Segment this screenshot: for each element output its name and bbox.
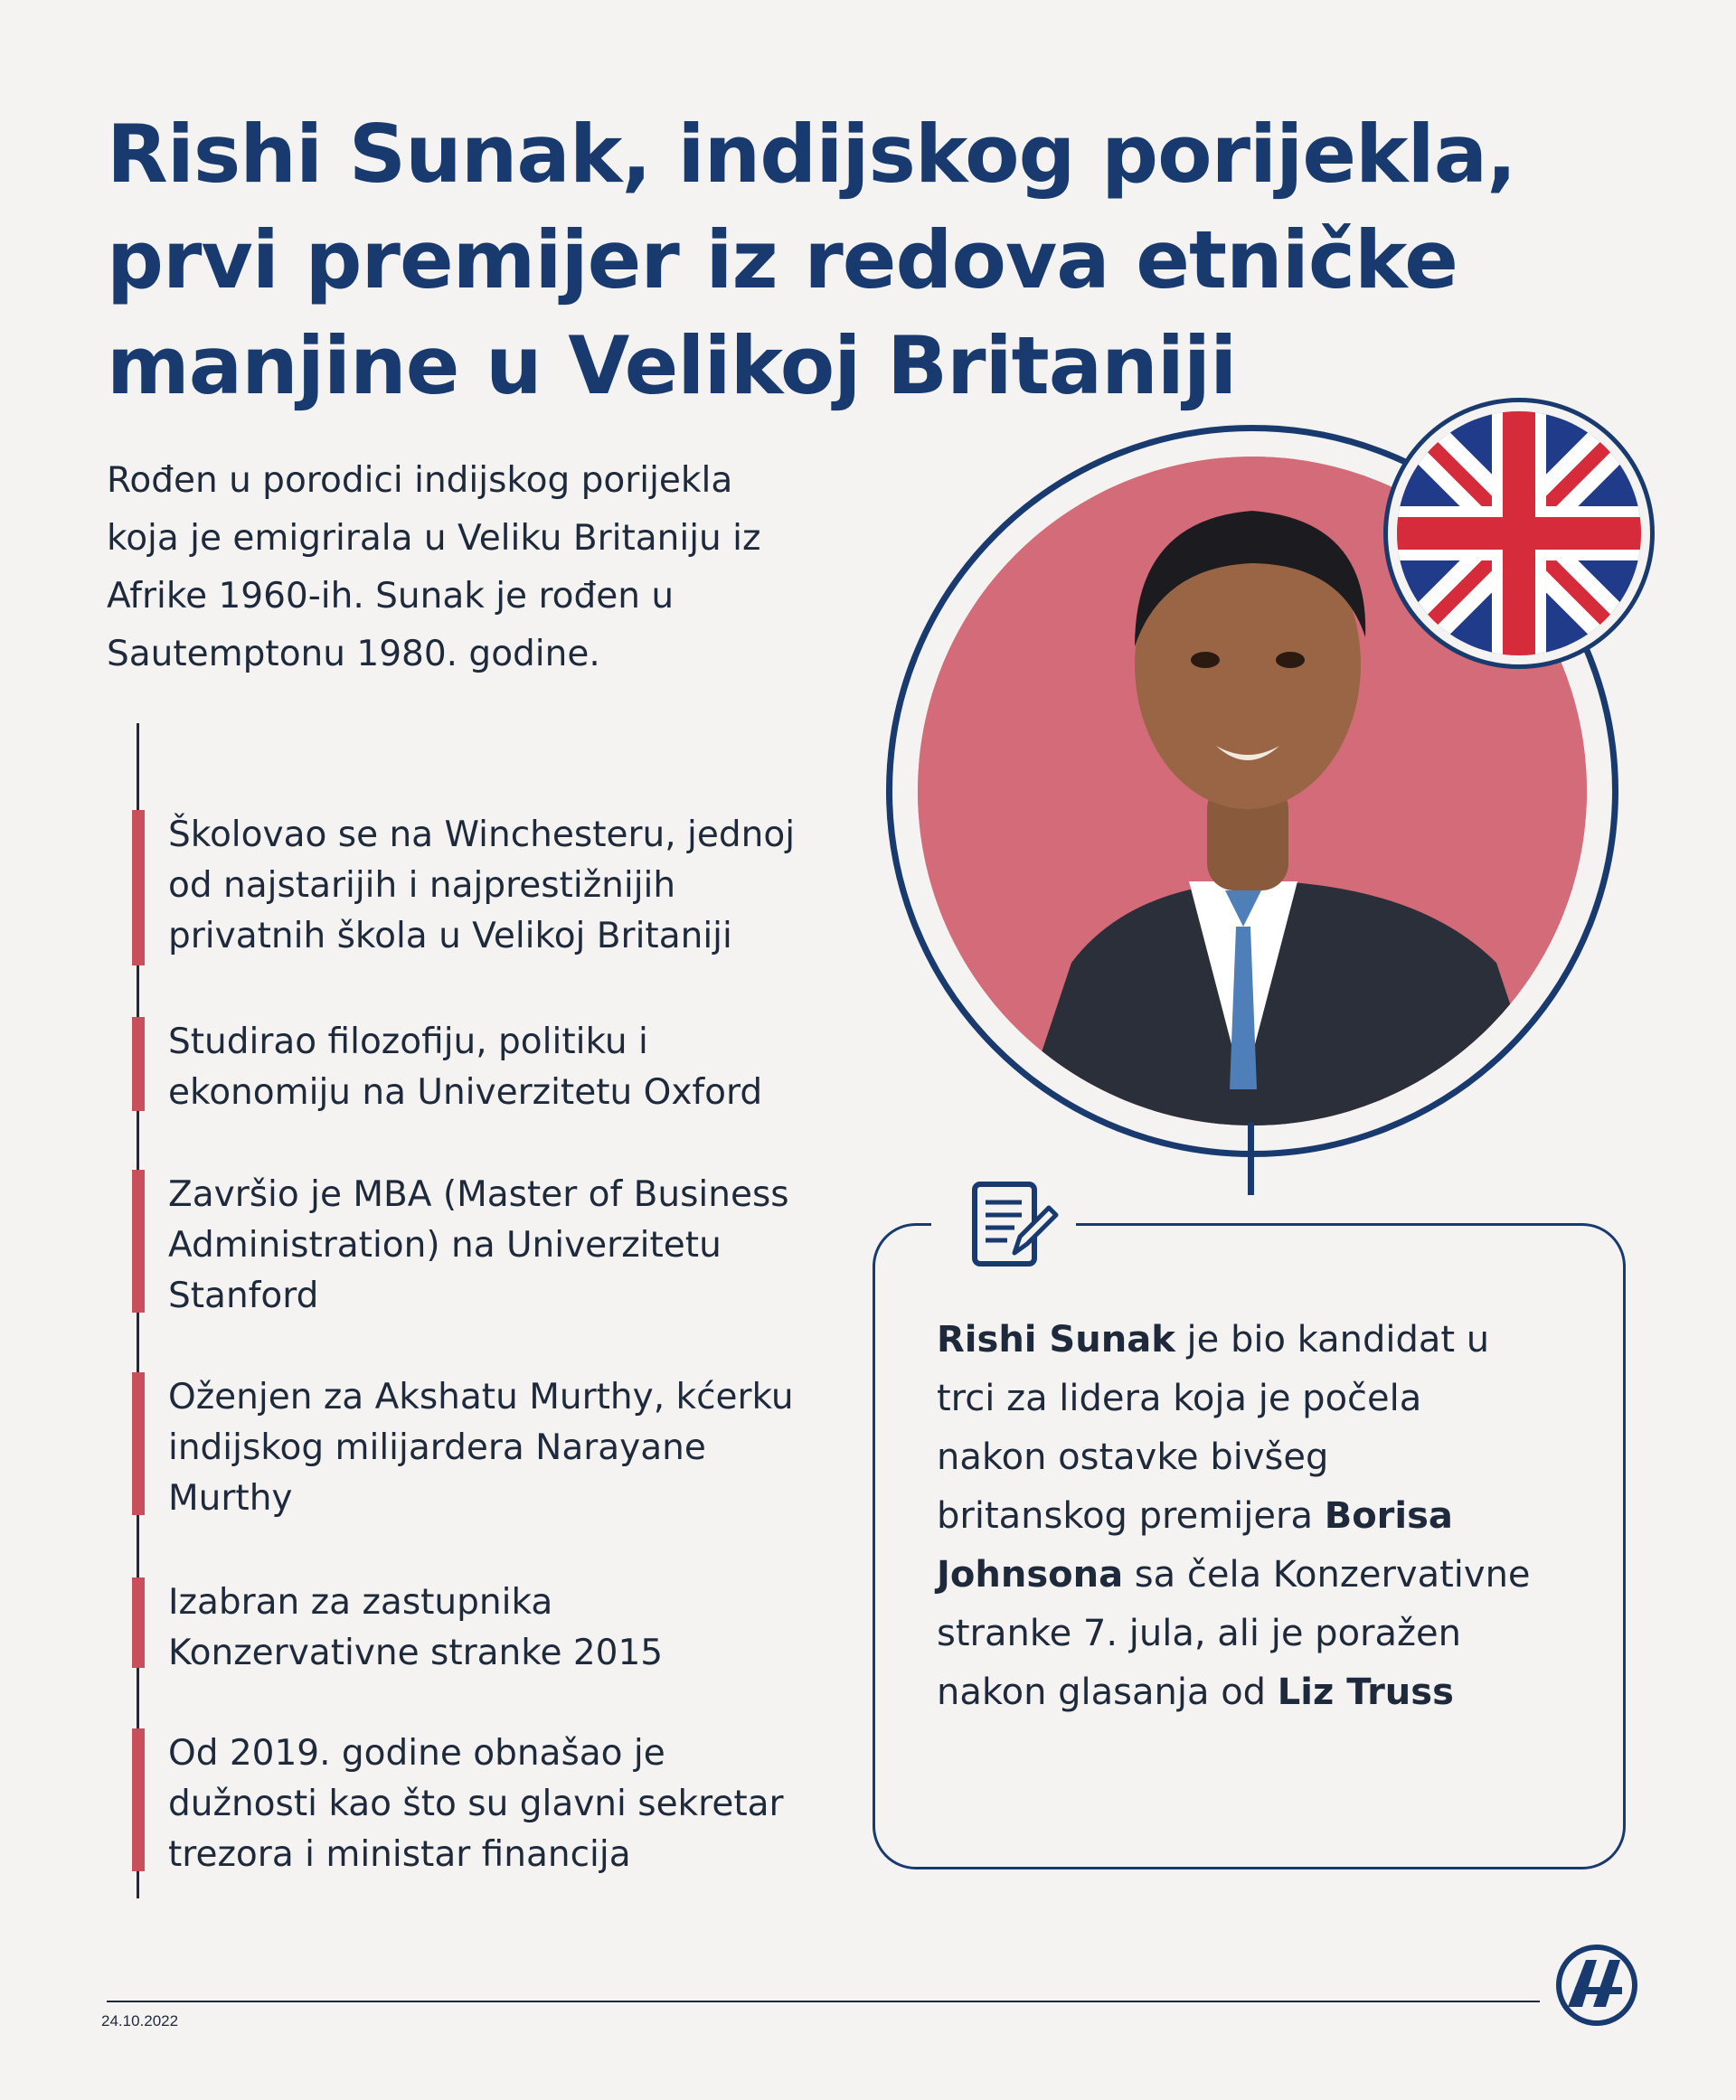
card-line: [937, 1311, 1606, 1370]
title-line-1: Rishi Sunak, indijskog porijekla,: [107, 108, 1516, 201]
fact-line: privatnih škola u Velikoj Britaniji: [168, 916, 732, 956]
intro-line: koja je emigrirala u Veliku Britaniju iz: [107, 518, 761, 559]
intro-line: Sautemptonu 1980. godine.: [107, 634, 600, 674]
intro-line: Rođen u porodici indijskog porijekla: [107, 460, 733, 501]
fact-line: Konzervativne stranke 2015: [168, 1633, 664, 1673]
intro-line: Afrike 1960-ih. Sunak je rođen u: [107, 576, 675, 617]
fact-line: dužnosti kao što su glavni sekretar: [168, 1784, 784, 1824]
card-text-run: je bio kandidat u: [1175, 1319, 1490, 1361]
card-text-run: nakon glasanja od: [937, 1672, 1278, 1713]
timeline-fact-marriage: [132, 1372, 855, 1519]
title-line-3: manjine u Velikoj Britaniji: [107, 319, 1237, 412]
fact-marker: [132, 1170, 145, 1313]
fact-line: Murthy: [168, 1478, 293, 1519]
intro-paragraph: [107, 452, 848, 683]
fact-line: Administration) na Univerzitetu: [168, 1225, 722, 1266]
card-text-run: stranke 7. jula, ali je poražen: [937, 1613, 1461, 1654]
card-text-run: sa čela Konzervativne: [1123, 1554, 1531, 1596]
timeline-fact-elected: [132, 1577, 855, 1673]
card-emphasis: Borisa: [1324, 1495, 1453, 1537]
fact-line: indijskog milijardera Narayane: [168, 1427, 706, 1468]
fact-line: Završio je MBA (Master of Business: [168, 1174, 789, 1215]
card-text-run: britanskog premijera: [937, 1495, 1325, 1537]
fact-marker: [132, 1577, 145, 1668]
card-emphasis: Rishi Sunak: [937, 1319, 1175, 1361]
card-connector: [1248, 1123, 1254, 1195]
page-title: [107, 101, 1644, 419]
card-text-run: nakon ostavke bivšeg: [937, 1436, 1329, 1478]
card-line: [937, 1663, 1606, 1722]
fact-marker: [132, 1017, 145, 1111]
fact-line: Od 2019. godine obnašao je: [168, 1733, 665, 1774]
fact-line: ekonomiju na Univerzitetu Oxford: [168, 1072, 763, 1113]
timeline-fact-stanford: [132, 1170, 855, 1316]
card-emphasis: Johnsona: [937, 1554, 1124, 1596]
card-line: [937, 1605, 1606, 1663]
fact-line: Izabran za zastupnika: [168, 1582, 553, 1623]
fact-marker: [132, 1372, 145, 1515]
fact-line: Stanford: [168, 1276, 319, 1316]
timeline-fact-education: [132, 810, 855, 965]
fact-line: Oženjen za Akshatu Murthy, kćerku: [168, 1377, 794, 1417]
fact-marker: [132, 1728, 145, 1871]
fact-line: trezora i ministar financija: [168, 1834, 631, 1875]
fact-line: Studirao filozofiju, politiku i: [168, 1022, 648, 1062]
footer-divider: [107, 2001, 1540, 2002]
card-line: [937, 1487, 1606, 1546]
card-line: [937, 1428, 1606, 1487]
fact-line: Školovao se na Winchesteru, jednoj: [168, 815, 796, 855]
card-paragraph: [937, 1311, 1606, 1722]
timeline-fact-offices: [132, 1728, 855, 1875]
publication-date: 24.10.2022: [101, 2012, 179, 2029]
fact-line: od najstarijih i najprestižnijih: [168, 865, 676, 906]
title-line-2: prvi premijer iz redova etničke: [107, 213, 1458, 306]
card-line: [937, 1370, 1606, 1428]
card-line: [937, 1546, 1606, 1605]
fact-marker: [132, 810, 145, 965]
card-emphasis: Liz Truss: [1277, 1672, 1454, 1713]
timeline-fact-oxford: [132, 1017, 855, 1111]
document-pen-icon: [967, 1177, 1061, 1271]
union-jack-flag-icon: [1397, 411, 1641, 655]
card-text-run: trci za lidera koja je počela: [937, 1378, 1422, 1419]
aa-logo-icon: [1555, 1944, 1638, 2027]
